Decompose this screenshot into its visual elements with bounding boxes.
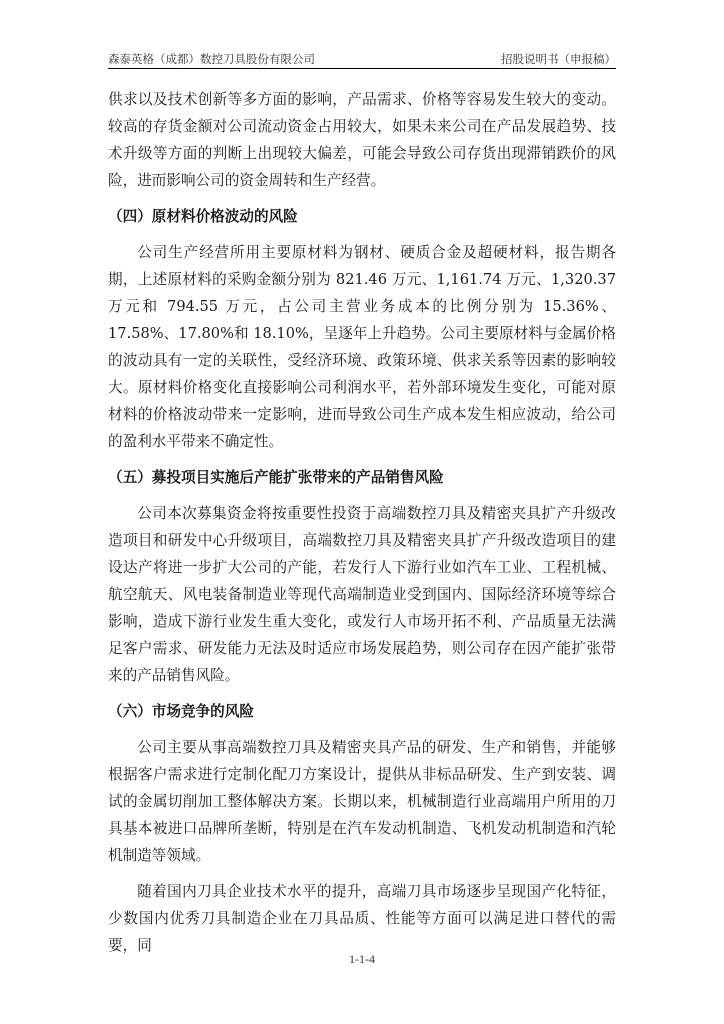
page-header	[108, 50, 616, 68]
section-heading-raw-material-risk: （四）原材料价格波动的风险	[108, 208, 298, 225]
paragraph-raw-material-risk: 公司生产经营所用主要原材料为钢材、硬质合金及超硬材料，报告期各期，上述原材料的采购金额分别为 821.46 万元、1,161.74 万元、1,320.37 万元和 794.55 万元，占公司主营业务成本的比例分别为 15.36%、17.58%、17.80%和 18.10%，呈逐年上升趋势。公司主要原材料与金属价格的波动具有一定的关联性，受经济环境、政策环境、供求关系等因素的影响较大。原材料价格变化直接影响公司利润水平，若外部环境发生变化，可能对原材料的价格波动带来一定影响，进而导致公司生产成本发生相应波动，给公司的盈利水平带来不确定性。	[108, 244, 616, 450]
header-divider	[108, 68, 616, 69]
header-document-title: 招股说明书（申报稿）	[501, 52, 616, 66]
paragraph-market-competition-1: 公司主要从事高端数控刀具及精密夹具产品的研发、生产和销售，并能够根据客户需求进行定制化配刀方案设计，提供从非标品研发、生产到安装、调试的金属切削加工整体解决方案。长期以来，机械制造行业高端用户所用的刀具基本被进口品牌所垄断，特别是在汽车发动机制造、飞机发动机制造和汽轮机制造等领域。	[108, 739, 616, 864]
header-company-name: 森泰英格（成都）数控刀具股份有限公司	[108, 52, 315, 66]
page-number: 1-1-4	[349, 952, 375, 966]
document-body	[108, 86, 616, 959]
paragraph-capacity-expansion-risk: 公司本次募集资金将按重要性投资于高端数控刀具及精密夹具扩产升级改造项目和研发中心升级项目，高端数控刀具及精密夹具扩产升级改造项目的建设达产将进一步扩大公司的产能，若发行人下游行业如汽车工业、工程机械、航空航天、风电装备制造业等现代高端制造业受到国内、国际经济环境等综合影响，造成下游行业发生重大变化，或发行人市场开拓不利、产品质量无法满足客户需求、研发能力无法及时适应市场发展趋势，则公司存在因产能扩张带来的产品销售风险。	[108, 505, 616, 684]
paragraph-inventory-continued: 供求以及技术创新等多方面的影响，产品需求、价格等容易发生较大的变动。较高的存货金额对公司流动资金占用较大，如果未来公司在产品发展趋势、技术升级等方面的判断上出现较大偏差，可能会导致公司存货出现滞销跌价的风险，进而影响公司的资金周转和生产经营。	[108, 91, 616, 189]
section-heading-capacity-expansion-risk: （五）募投项目实施后产能扩张带来的产品销售风险	[108, 469, 444, 486]
paragraph-market-competition-2: 随着国内刀具企业技术水平的提升，高端刀具市场逐步呈现国产化特征，少数国内优秀刀具制造企业在刀具品质、性能等方面可以满足进口替代的需要，同	[108, 883, 616, 954]
section-heading-market-competition-risk: （六）市场竞争的风险	[108, 703, 254, 720]
